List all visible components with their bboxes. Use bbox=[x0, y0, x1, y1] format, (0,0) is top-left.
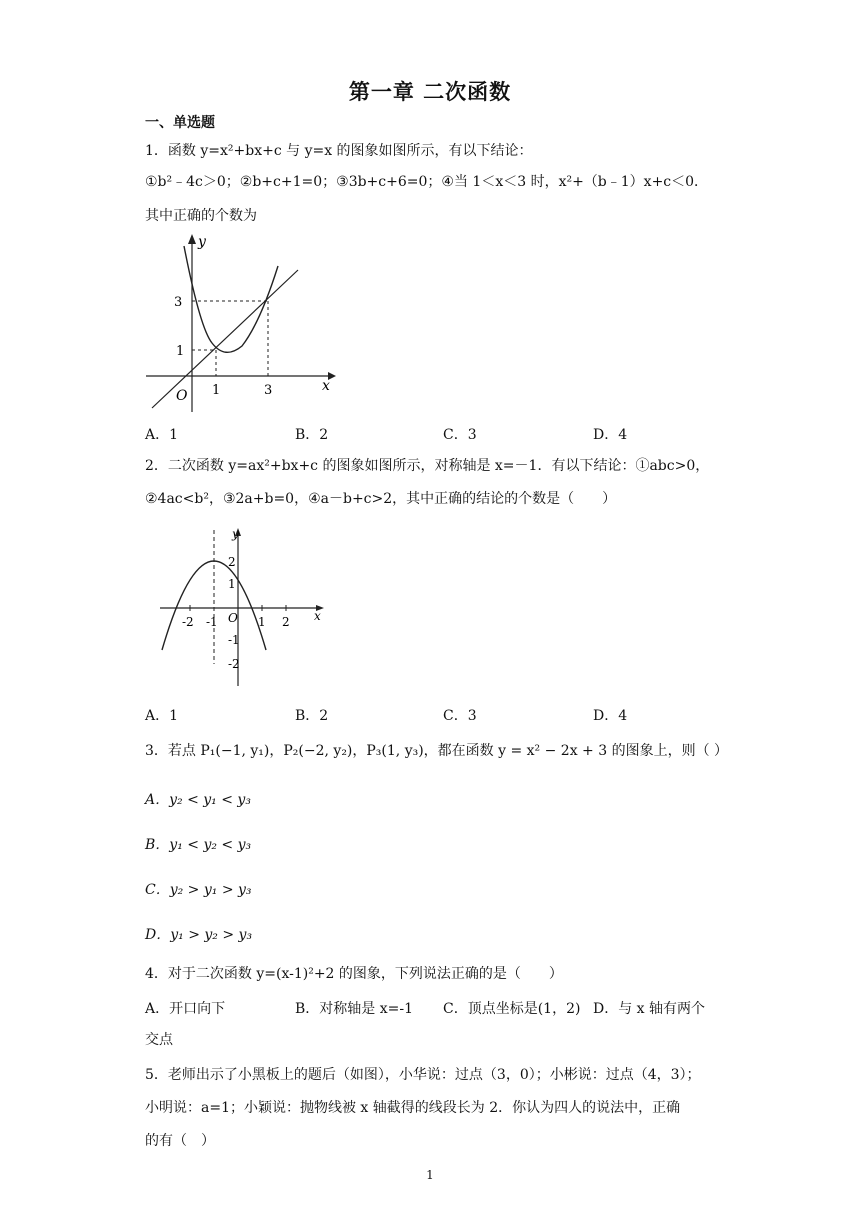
q3-line1: 3．若点 P₁(−1, y₁)，P₂(−2, y₂)，P₃(1, y₃)，都在函数 y = x² − 2x + 3 的图象上，则（ ） bbox=[145, 743, 729, 759]
q1-option-b[interactable]: B．2 bbox=[295, 427, 329, 443]
q4-option-c[interactable]: C．顶点坐标是(1，2) bbox=[443, 1001, 581, 1017]
q2-tick-y-1: 1 bbox=[228, 577, 236, 591]
q4-option-d[interactable]: D．与 x 轴有两个 bbox=[593, 1001, 706, 1017]
q3-option-c[interactable]: C．y₂ > y₁ > y₃ bbox=[145, 882, 252, 898]
q1-tick-x3: 3 bbox=[264, 383, 273, 398]
q1-tick-y3: 3 bbox=[174, 295, 183, 310]
q1-graph bbox=[140, 228, 340, 414]
q1-options bbox=[145, 424, 715, 444]
q2-option-a[interactable]: A．1 bbox=[145, 708, 179, 724]
q1-option-a[interactable]: A．1 bbox=[145, 427, 179, 443]
q2-tick-x-m2: -2 bbox=[182, 615, 194, 629]
q1-origin-label: O bbox=[176, 388, 188, 404]
q1-line3: 其中正确的个数为 bbox=[145, 208, 257, 224]
page-number: 1 bbox=[426, 1168, 434, 1182]
q2-option-c[interactable]: C．3 bbox=[443, 708, 477, 724]
q1-line-y-eq-x bbox=[152, 270, 298, 408]
q2-tick-x-m1: -1 bbox=[206, 615, 218, 629]
q2-tick-y-m2: -2 bbox=[228, 657, 240, 671]
q1-line2: ①b²﹣4c＞0；②b+c+1=0；③3b+c+6=0；④当 1＜x＜3 时，x²+（b﹣1）x+c＜0． bbox=[145, 174, 709, 190]
q1-option-c[interactable]: C．3 bbox=[443, 427, 477, 443]
q1-tick-y1: 1 bbox=[176, 344, 185, 359]
q4-options bbox=[145, 998, 715, 1018]
q2-tick-y-2: 2 bbox=[228, 555, 236, 569]
q2-x-label: x bbox=[314, 609, 321, 623]
q2-options bbox=[145, 705, 715, 725]
q4-line1: 4．对于二次函数 y=(x-1)²+2 的图象，下列说法正确的是（ ） bbox=[145, 966, 563, 982]
q2-option-d[interactable]: D．4 bbox=[593, 708, 628, 724]
q2-tick-x-1: 1 bbox=[258, 615, 266, 629]
q4-line3: 交点 bbox=[145, 1032, 173, 1048]
q2-y-label: y bbox=[232, 527, 239, 541]
q3-option-d[interactable]: D．y₁ > y₂ > y₃ bbox=[145, 927, 253, 943]
q1-line1: 1．函数 y=x²+bx+c 与 y=x 的图象如图所示，有以下结论： bbox=[145, 143, 533, 159]
q4-option-b[interactable]: B．对称轴是 x=-1 bbox=[295, 1001, 414, 1017]
q5-line3: 的有（ ） bbox=[145, 1133, 215, 1149]
q5-line1: 5．老师出示了小黑板上的题后（如图），小华说：过点（3，0）；小彬说：过点（4，3）； bbox=[145, 1067, 701, 1083]
q1-parabola bbox=[184, 246, 278, 352]
q2-graph bbox=[150, 522, 330, 692]
q2-tick-y-m1: -1 bbox=[228, 633, 240, 647]
q1-y-label: y bbox=[198, 234, 206, 250]
q2-line2: ②4ac<b²，③2a+b=0，④a－b+c>2，其中正确的结论的个数是（ ） bbox=[145, 491, 617, 507]
q3-option-a[interactable]: A．y₂ < y₁ < y₃ bbox=[145, 792, 251, 808]
q2-line1: 2．二次函数 y=ax²+bx+c 的图象如图所示，对称轴是 x=－1．有以下结论：①abc>0， bbox=[145, 458, 710, 474]
q3-option-b[interactable]: B．y₁ < y₂ < y₃ bbox=[145, 837, 252, 853]
section-heading: 一、单选题 bbox=[145, 115, 215, 131]
q5-line2: 小明说：a=1；小颖说：抛物线被 x 轴截得的线段长为 2．你认为四人的说法中，正确 bbox=[145, 1100, 681, 1116]
q2-option-b[interactable]: B．2 bbox=[295, 708, 329, 724]
q1-option-d[interactable]: D．4 bbox=[593, 427, 628, 443]
q1-x-label: x bbox=[322, 378, 330, 394]
q2-origin-label: O bbox=[228, 611, 238, 625]
q4-option-a[interactable]: A．开口向下 bbox=[145, 1001, 226, 1017]
q2-tick-x-2: 2 bbox=[282, 615, 290, 629]
q1-tick-x1: 1 bbox=[212, 383, 221, 398]
page-title: 第一章 二次函数 bbox=[348, 80, 512, 104]
